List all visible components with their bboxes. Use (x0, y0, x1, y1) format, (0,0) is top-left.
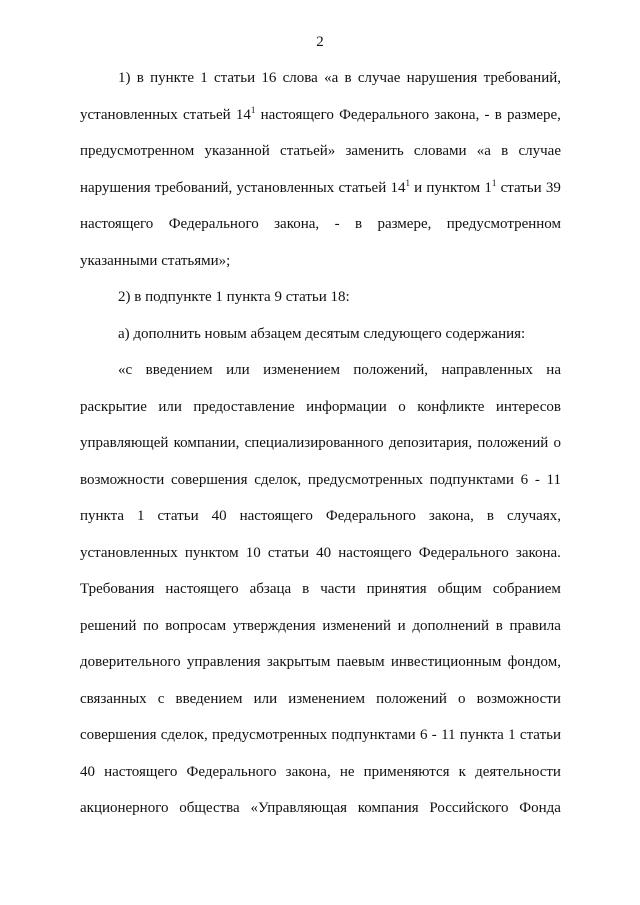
text-word: связанных (80, 690, 147, 707)
text-word: паевым (336, 654, 385, 670)
text-line (80, 681, 561, 718)
text-line (80, 717, 561, 754)
text-word: компания (357, 800, 419, 816)
text-line (80, 644, 561, 681)
text-word: в (495, 617, 503, 634)
text-line (80, 133, 561, 170)
text-word: пунктом (426, 179, 481, 196)
text-word: статьи (214, 70, 256, 86)
text-word: случаях, (507, 508, 561, 524)
text-word: «а (476, 143, 491, 159)
text-word: а) дополнить новым абзацем десятым следующего содержания: (118, 325, 526, 342)
text-word: предусмотренном (446, 216, 561, 232)
text-word: настоящего (239, 508, 313, 524)
text-line (80, 243, 561, 280)
text-word: настоящего (80, 216, 154, 232)
text-word: положений, (353, 362, 429, 378)
text-word: управления (186, 654, 261, 670)
text-word: пункта (459, 727, 504, 743)
text-word: статьи (157, 508, 199, 524)
text-word: Российского (429, 800, 509, 816)
text-word: 39 (545, 179, 561, 196)
text-word: закона, (428, 508, 474, 524)
text-word: фондом, (507, 654, 561, 670)
text-word: в (302, 581, 310, 597)
text-word: подпунктами (331, 727, 416, 743)
text-word: предусмотренном (80, 143, 195, 159)
text-word: предусмотренных (212, 727, 328, 743)
text-word: конфликте (417, 398, 485, 415)
text-word: совершения (80, 727, 157, 743)
text-word: статьей (338, 179, 387, 196)
text-word: «а (324, 70, 339, 86)
text-word: дополнений (412, 617, 490, 634)
text-line (80, 389, 561, 426)
text-word: статьей (182, 106, 231, 123)
text-word: закона, (285, 763, 331, 780)
text-word: в (136, 70, 144, 86)
text-word: закона, (274, 216, 320, 232)
text-word: решений (80, 617, 137, 634)
text-word: инвестиционным (390, 654, 502, 670)
text-word: о (398, 398, 406, 415)
text-line (80, 97, 561, 134)
text-word: изменений (322, 617, 391, 634)
text-line (80, 206, 561, 243)
text-word: акционерного (80, 800, 169, 816)
text-word: или (158, 398, 182, 415)
text-word: общим (437, 581, 482, 597)
text-word: нарушения (406, 70, 478, 86)
text-word: 1) (118, 70, 131, 86)
text-word: - (534, 471, 540, 488)
text-word: 10 (245, 544, 261, 561)
text-word: Фонда (519, 800, 561, 816)
text-word: изменением (263, 362, 340, 378)
text-word: статьи (500, 179, 542, 196)
text-word: на (546, 362, 561, 378)
text-word: интересов (495, 398, 561, 415)
text-word: принятия (366, 581, 427, 597)
text-word: установленных (80, 544, 178, 561)
text-word: $14^1$ (390, 177, 410, 196)
text-word: Федерального (186, 763, 277, 780)
text-word: размере, (377, 216, 432, 232)
text-word: 2) в подпункте 1 пункта 9 статьи 18: (118, 289, 350, 305)
text-word: 40 (80, 763, 95, 780)
text-word: настоящего (104, 763, 178, 780)
text-word: сделок, (254, 471, 302, 488)
superscript: 1 (491, 177, 497, 188)
text-word: предусмотренных (307, 471, 423, 488)
text-word: о (553, 435, 561, 451)
text-word: управляющей (80, 435, 169, 451)
text-line (80, 316, 561, 353)
text-word: «Управляющая (250, 800, 348, 816)
text-word: в (354, 216, 363, 232)
text-word: 40 (211, 508, 227, 524)
text-line (80, 535, 561, 572)
text-word: вопросам (165, 617, 227, 634)
text-word: положений (477, 435, 549, 451)
text-word: с (157, 690, 165, 707)
text-word: $14^1$ (235, 104, 256, 123)
text-line (80, 571, 561, 608)
text-word: указанными статьями»; (80, 252, 231, 269)
text-word: закрытым (266, 654, 331, 670)
text-word: статьей» (280, 143, 336, 159)
text-word: «с (118, 362, 133, 378)
text-word: заменить (345, 143, 404, 159)
text-word: введением (175, 690, 243, 707)
text-word: Федерального (339, 106, 430, 123)
text-word: общества (179, 800, 240, 816)
text-line (80, 60, 561, 97)
text-word: нарушения (80, 179, 151, 196)
text-word: доверительного (80, 654, 181, 670)
text-word: настоящего (338, 544, 412, 561)
text-word: Требования (80, 581, 155, 597)
text-word: направленных (441, 362, 533, 378)
text-word: в (494, 106, 502, 123)
text-word: Федерального (325, 508, 416, 524)
text-word: - (484, 106, 490, 123)
text-word: введением (145, 362, 213, 378)
text-word: слова (282, 70, 318, 86)
text-word: информации (306, 398, 387, 415)
text-word: 40 (316, 544, 332, 561)
text-word: 11 (546, 471, 561, 488)
text-word: правила (509, 617, 561, 634)
text-word: предоставление (193, 398, 295, 415)
text-word: пунктом (184, 544, 239, 561)
text-word: абзаца (249, 581, 292, 597)
text-line (80, 352, 561, 389)
text-word: требований, (154, 179, 233, 196)
text-word: 16 (261, 70, 277, 86)
text-word: в (486, 508, 495, 524)
text-word: специализированного (244, 435, 384, 451)
text-word: совершения (171, 471, 248, 488)
text-word: 11 (441, 727, 456, 743)
text-word: подпунктами (429, 471, 514, 488)
superscript: 1 (405, 177, 410, 188)
text-word: требований, (483, 70, 561, 86)
text-word: утверждения (232, 617, 316, 634)
text-word: части (320, 581, 356, 597)
text-word: установленных (236, 179, 335, 196)
text-word: раскрытие (80, 398, 147, 415)
text-word: закона, (434, 106, 480, 123)
text-word: случае (357, 70, 401, 86)
text-word: пункта (80, 508, 125, 524)
text-line (80, 462, 561, 499)
text-word: настоящего (165, 581, 239, 597)
text-word: пункте (150, 70, 194, 86)
text-word: случае (518, 143, 561, 159)
text-line (80, 170, 561, 207)
text-line (80, 425, 561, 462)
text-word: статьи (267, 544, 309, 561)
text-word: применяются (363, 763, 450, 780)
text-word: изменением (288, 690, 366, 707)
text-word: закона. (515, 544, 561, 561)
text-word: деятельности (475, 763, 561, 780)
text-word: - (431, 727, 437, 743)
text-word: словами (413, 143, 467, 159)
text-line (80, 754, 561, 791)
text-word: или (253, 690, 278, 707)
text-word: 6 (520, 471, 529, 488)
text-word: $1^1$ (484, 177, 497, 196)
text-word: 1 (137, 508, 145, 524)
text-word: по (143, 617, 159, 634)
text-word: и (397, 617, 406, 634)
text-word: к (458, 763, 466, 780)
text-word: или (226, 362, 250, 378)
text-word: указанной (204, 143, 270, 159)
text-word: возможности (80, 471, 165, 488)
text-word: установленных (80, 106, 178, 123)
text-word: собранием (492, 581, 561, 597)
text-word: не (339, 763, 355, 780)
text-word: - (334, 216, 340, 232)
superscript: 1 (250, 104, 256, 115)
text-word: 6 (420, 727, 428, 743)
page-number: 2 (316, 34, 324, 50)
document-body (80, 60, 561, 827)
text-line (80, 498, 561, 535)
text-word: положений (376, 690, 447, 707)
text-word: размере, (506, 106, 561, 123)
text-word: возможности (476, 690, 561, 707)
text-word: Федерального (418, 544, 509, 561)
text-line (80, 608, 561, 645)
text-word: депозитария, (388, 435, 473, 451)
text-word: Федерального (168, 216, 259, 232)
text-word: 1 (508, 727, 516, 743)
text-word: сделок, (160, 727, 208, 743)
text-word: компании, (173, 435, 240, 451)
text-word: и (414, 179, 423, 196)
text-word: настоящего (260, 106, 334, 123)
text-word: 1 (200, 70, 208, 86)
text-word: в (501, 143, 509, 159)
text-word: в (344, 70, 352, 86)
text-word: о (458, 690, 466, 707)
text-line (80, 790, 561, 827)
text-line (80, 279, 561, 316)
text-word: статьи (519, 727, 561, 743)
